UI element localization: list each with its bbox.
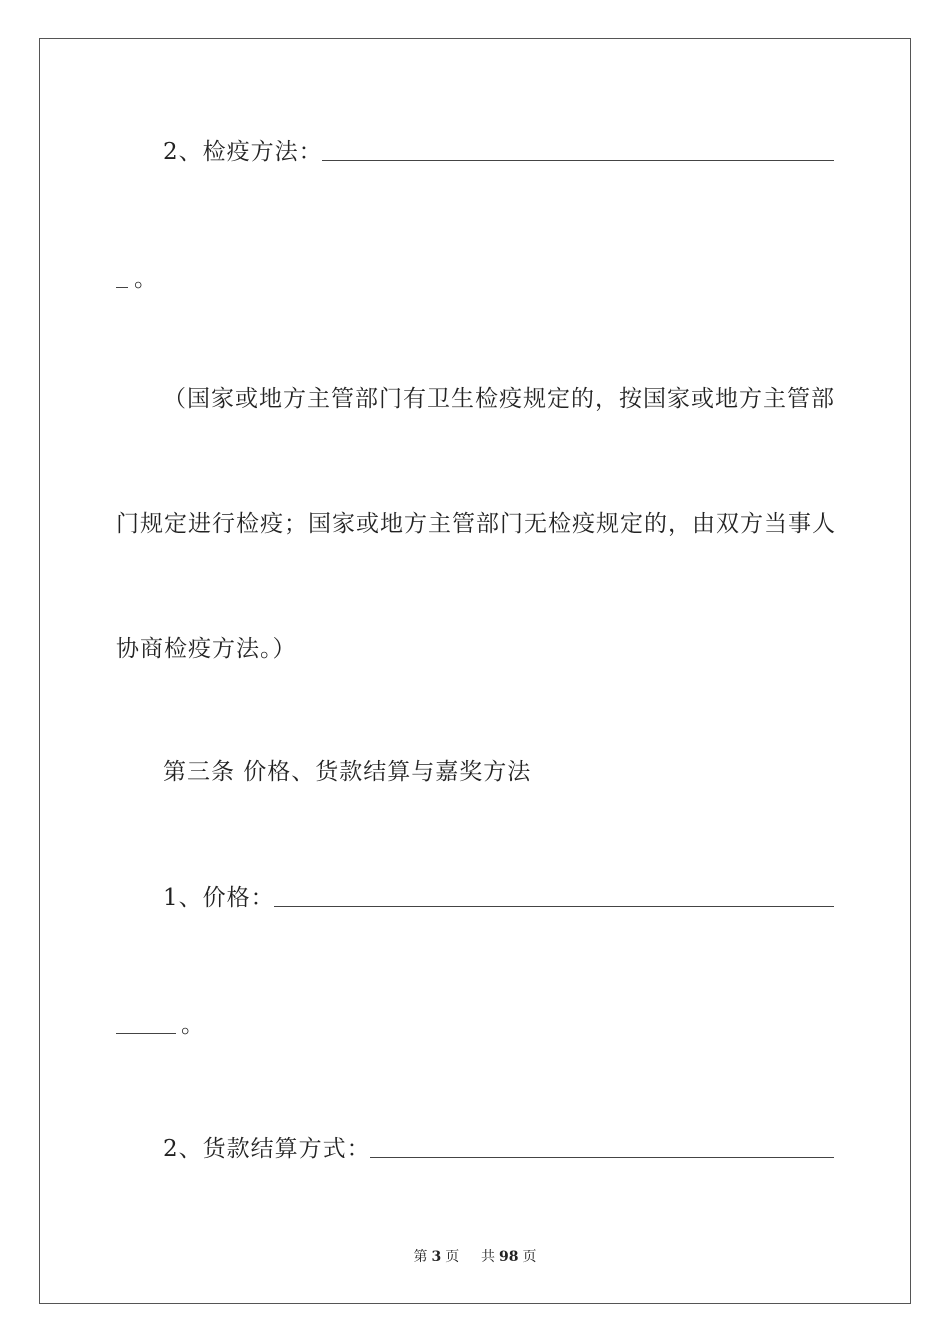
quarantine-method-label: 2、检疫方法：	[163, 139, 323, 165]
total-prefix: 共	[481, 1249, 496, 1265]
quarantine-method-blank-cont[interactable]	[116, 287, 128, 288]
section-heading: 第三条 价格、货款结算与嘉奖方法	[163, 759, 532, 785]
payment-method-blank[interactable]	[370, 1157, 834, 1158]
quarantine-note-line-2: 门规定进行检疫；国家或地方主管部门无检疫规定的，由双方当事人	[116, 511, 836, 537]
price-end: 。	[181, 1012, 205, 1038]
total-pages: 98	[499, 1249, 519, 1265]
page-border	[39, 38, 911, 1304]
page-suffix: 页	[445, 1249, 460, 1265]
payment-method-label: 2、货款结算方式：	[163, 1136, 371, 1162]
quarantine-method-end: 。	[134, 266, 158, 292]
price-blank-cont[interactable]	[116, 1033, 176, 1034]
quarantine-method-blank[interactable]	[322, 160, 834, 161]
price-blank[interactable]	[274, 906, 834, 907]
quarantine-note-line-1: （国家或地方主管部门有卫生检疫规定的，按国家或地方主管部	[163, 386, 835, 412]
price-label: 1、价格：	[163, 885, 275, 911]
page-footer	[0, 1246, 950, 1266]
page-prefix: 第	[413, 1249, 428, 1265]
total-suffix: 页	[522, 1249, 537, 1265]
page-number: 3	[431, 1249, 442, 1265]
quarantine-note-line-3: 协商检疫方法。）	[116, 636, 297, 662]
